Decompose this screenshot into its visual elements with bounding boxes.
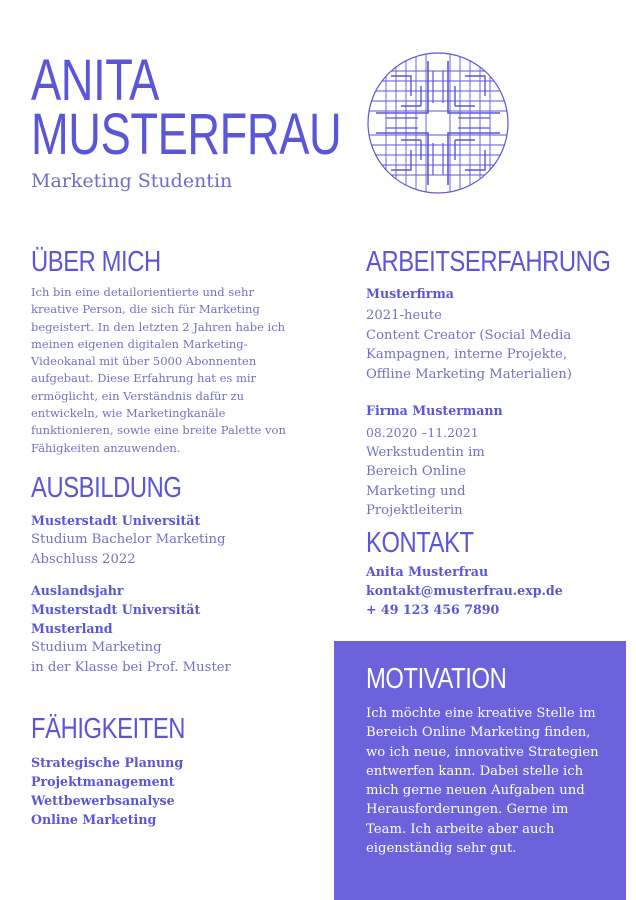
contact-name: Anita Musterfrau [366, 564, 489, 579]
experience-company: Firma Mustermann [366, 403, 503, 418]
education-item [31, 511, 321, 569]
education-degree: Studium Marketing [31, 640, 162, 655]
skill-item: Wettbewerbsanalyse [31, 793, 175, 808]
skill-item: Strategische Planung [31, 755, 184, 770]
motivation-box [334, 641, 626, 900]
about-text: Ich bin eine detailorientierte und sehr kreative Person, die sich für Marketing begeistert. In den letzten 2 Jahren habe ich meinen eigenen digitalen Marketing-Videokanal mit über 5000 Abonnenten aufgebaut. Diese Erfahrung hat es mir ermöglicht, ein Verständnis dafür zu entwickeln, wie Marketingkanäle funktionieren, sowie eine breite Palette von Fähigkeiten anzuwenden. [31, 285, 286, 455]
skills-title: FÄHIGKEITEN [31, 713, 186, 745]
contact-phone[interactable]: + 49 123 456 7890 [366, 602, 500, 617]
skills-list [31, 753, 321, 829]
experience-description: Werkstudentin im Bereich Online Marketing und Projektleiterin [366, 444, 485, 518]
last-name: MUSTERFRAU [31, 102, 342, 167]
experience-period: 2021-heute [366, 308, 442, 323]
experience-period: 08.2020 –11.2021 [366, 425, 479, 440]
experience-company: Musterfirma [366, 286, 454, 301]
education-item [31, 581, 321, 677]
subtitle: Marketing Studentin [31, 170, 233, 192]
first-name: ANITA [31, 48, 159, 113]
motivation-title: MOTIVATION [366, 663, 507, 695]
contact-block [366, 562, 626, 619]
skill-item: Online Marketing [31, 812, 157, 827]
education-title: AUSBILDUNG [31, 472, 182, 504]
education-institution: Musterstadt Universität [31, 513, 201, 528]
education-degree: Studium Bachelor Marketing [31, 532, 226, 547]
experience-item [366, 401, 616, 521]
globe-maze-icon [366, 51, 510, 195]
about-title: ÜBER MICH [31, 246, 161, 278]
motivation-text: Ich möchte eine kreative Stelle im Bereich Online Marketing finden, wo ich neue, innovative Strategien entwerfen kann. Dabei stelle ich mich gerne neuen Aufgaben und Herausforderungen. Gerne im Team. Ich arbeite aber auch eigenständig sehr gut. [366, 706, 599, 857]
contact-title: KONTAKT [366, 527, 474, 559]
education-detail: in der Klasse bei Prof. Muster [31, 659, 231, 675]
education-institution: Auslandsjahr Musterstadt Universität Musterland [31, 583, 201, 636]
experience-item [366, 284, 616, 384]
contact-email[interactable]: kontakt@musterfrau.exp.de [366, 583, 563, 598]
skill-item: Projektmanagement [31, 774, 175, 789]
experience-description: Content Creator (Social Media Kampagnen, interne Projekte, Offline Marketing Materialien) [366, 327, 572, 382]
experience-title: ARBEITSERFAHRUNG [366, 246, 611, 278]
education-detail: Abschluss 2022 [31, 551, 136, 567]
